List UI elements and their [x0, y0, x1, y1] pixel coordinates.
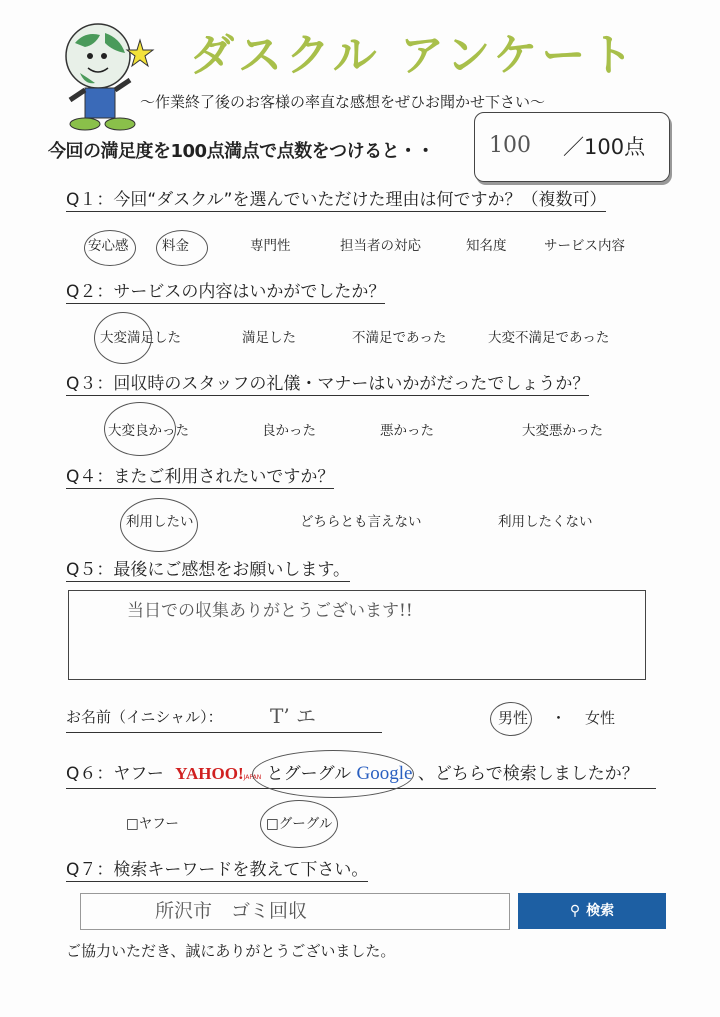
name-field[interactable] [66, 706, 382, 733]
q2-option[interactable]: 大変不満足であった [488, 330, 610, 346]
q1-option[interactable]: 知名度 [466, 238, 507, 254]
q5-label: Q５：最後にご感想をお願いします。 [66, 560, 350, 582]
q3-label: Q３：回収時のスタッフの礼儀・マナーはいかがだったでしょうか？ [66, 374, 589, 396]
selection-circle [156, 230, 208, 266]
selection-circle [120, 498, 198, 552]
q1-option[interactable]: 料金 [162, 238, 189, 254]
q1-option[interactable]: 安心感 [88, 238, 129, 254]
name-label: お名前（イニシャル）： [66, 708, 223, 726]
selection-circle [252, 750, 414, 798]
keyword-text: 所沢市 ゴミ回収 [155, 900, 308, 922]
q3-option[interactable]: 良かった [262, 423, 316, 439]
q6-label-b: とグーグル [266, 764, 352, 784]
q1-option[interactable]: サービス内容 [544, 238, 625, 254]
q2-option[interactable]: 不満足であった [352, 330, 447, 346]
comment-text: 当日での収集ありがとうございます!! [127, 601, 413, 621]
q6-option-yahoo[interactable]: □ヤフー [126, 816, 179, 832]
q6-label-a: Q６：ヤフー [66, 764, 164, 784]
q1-label: Q１：今回“ダスクル”を選んでいただけた理由は何ですか？（複数可） [66, 190, 606, 212]
gender-male[interactable]: 男性 [498, 709, 529, 727]
q2-option[interactable]: 大変満足した [100, 330, 181, 346]
score-value: 100 [489, 133, 531, 158]
q1-option[interactable]: 担当者の対応 [340, 238, 421, 254]
thank-you-message: ご協力いただき、誠にありがとうございました。 [66, 942, 396, 960]
selection-circle [260, 800, 338, 848]
q2-label: Q２：サービスの内容はいかがでしたか？ [66, 282, 385, 304]
search-button[interactable] [518, 893, 666, 929]
q6-label-c: 、どちらで検索しましたか？ [417, 764, 639, 784]
google-logo: Google [356, 763, 413, 784]
score-suffix: ／100点 [563, 135, 646, 159]
q2-option[interactable]: 満足した [242, 330, 296, 346]
survey-title: ダスクル アンケート [190, 30, 638, 81]
gender-female[interactable]: 女性 [585, 709, 616, 727]
q4-option[interactable]: 利用したくない [498, 514, 593, 530]
q4-option[interactable]: どちらとも言えない [300, 514, 422, 530]
q7-label: Q７：検索キーワードを教えて下さい。 [66, 860, 368, 882]
selection-circle [104, 402, 176, 456]
yahoo-logo-sub: JAPAN [243, 774, 262, 781]
score-box[interactable] [474, 112, 670, 182]
q3-option[interactable]: 大変良かった [108, 423, 189, 439]
selection-circle [490, 702, 532, 736]
name-value: T’ エ [270, 704, 317, 728]
comment-box[interactable] [68, 590, 646, 680]
survey-subtitle: ～作業終了後のお客様の率直な感想をぜひお聞かせ下さい～ [140, 93, 546, 111]
yahoo-logo: YAHOO! [175, 764, 244, 783]
selection-circle [84, 230, 136, 266]
score-question: 今回の満足度を100点満点で点数をつけると・・ [48, 141, 435, 162]
q6-option-google[interactable]: □グーグル [266, 816, 333, 832]
search-button-label: 検索 [586, 902, 615, 919]
q1-option[interactable]: 専門性 [250, 238, 291, 254]
q3-option[interactable]: 悪かった [380, 423, 434, 439]
gender-separator: ・ [551, 709, 567, 727]
q4-label: Q４：またご利用されたいですか？ [66, 467, 334, 489]
search-icon: ⚲ [569, 902, 581, 919]
mascot-globe-logo [60, 18, 155, 133]
selection-circle [94, 312, 152, 364]
q3-option[interactable]: 大変悪かった [522, 423, 603, 439]
keyword-input[interactable] [80, 893, 510, 930]
q4-option[interactable]: 利用したい [126, 514, 194, 530]
